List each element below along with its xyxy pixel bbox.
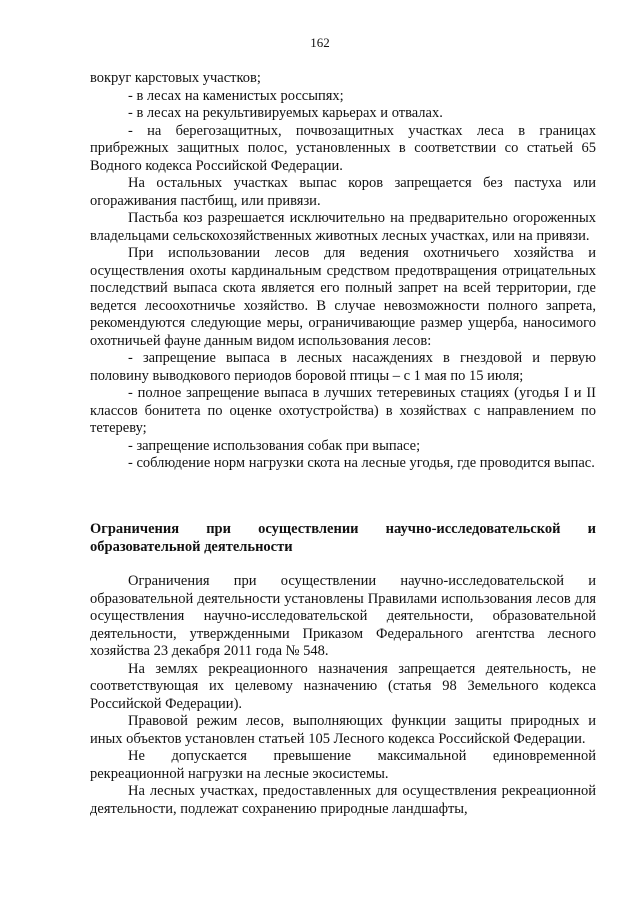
list-item: - в лесах на рекультивируемых карьерах и отвалах. (128, 105, 443, 121)
paragraph: вокруг карстовых участков; (90, 70, 261, 86)
list-item: - в лесах на каменистых россыпях; (128, 87, 344, 104)
page-number: 162 (310, 35, 330, 50)
list-item: - на берегозащитных, почвозащитных участках леса в границах прибрежных защитных полос, установленных в соответствии со статьей 65 Водного кодекса Российской Федерации. (90, 122, 596, 174)
paragraph: На остальных участках выпас коров запрещается без пастуха или огораживания пастбищ, или привязи. (90, 175, 596, 209)
list-item: - полное запрещение выпаса в лучших тетеревиных стациях (угодья I и II классов бонитета по оценке охотустройства) в хозяйствах с направлением по тетереву; (90, 385, 596, 436)
paragraph: Не допускается превышение максимальной единовременной рекреационной нагрузки на лесные экосистемы. (90, 748, 596, 782)
paragraph: Ограничения при осуществлении научно-исследовательской и образовательной деятельности установлены Правилами использования лесов для осуществления научно-исследовательской деятельности, образовательной деятельности, утвержденными Приказом Федерального агентства лесного хозяйства 23 декабря 2011 года № 548. (90, 573, 596, 659)
section-heading-block (90, 520, 596, 556)
section-grazing (90, 70, 596, 473)
list-item: - соблюдение норм нагрузки скота на лесные угодья, где проводится выпас. (128, 455, 595, 471)
section-research (90, 573, 596, 818)
paragraph: При использовании лесов для ведения охотничьего хозяйства и осуществления охоты кардинальным средством предотвращения отрицательных последствий выпаса скота является его полный запрет на всей территории, где ведется лесоохотничье хозяйство. В случае невозможности полного запрета, рекомендуются следующие меры, ограничивающие размер ущерба, наносимого охотничьей фауне данным видом использования лесов: (90, 245, 596, 349)
paragraph: На лесных участках, предоставленных для осуществления рекреационной деятельности, подлежат сохранению природные ландшафты, (90, 783, 596, 817)
list-item: - запрещение выпаса в лесных насаждениях в гнездовой и первую половину выводкового периодов боровой птицы – с 1 мая по 15 июля; (90, 350, 596, 384)
paragraph: На землях рекреационного назначения запрещается деятельность, не соответствующая их целевому назначению (статья 98 Земельного кодекса Российской Федерации). (90, 660, 596, 712)
list-item: - запрещение использования собак при выпасе; (128, 437, 421, 454)
paragraph: Пастьба коз разрешается исключительно на предварительно огороженных владельцами сельскохозяйственных животных лесных участках, или на привязи. (90, 210, 596, 244)
paragraph: Правовой режим лесов, выполняющих функции защиты природных и иных объектов установлен статьей 105 Лесного кодекса Российской Федерации. (90, 713, 596, 747)
section-heading: Ограничения при осуществлении научно-исследовательской и образовательной деятельности (90, 521, 596, 555)
